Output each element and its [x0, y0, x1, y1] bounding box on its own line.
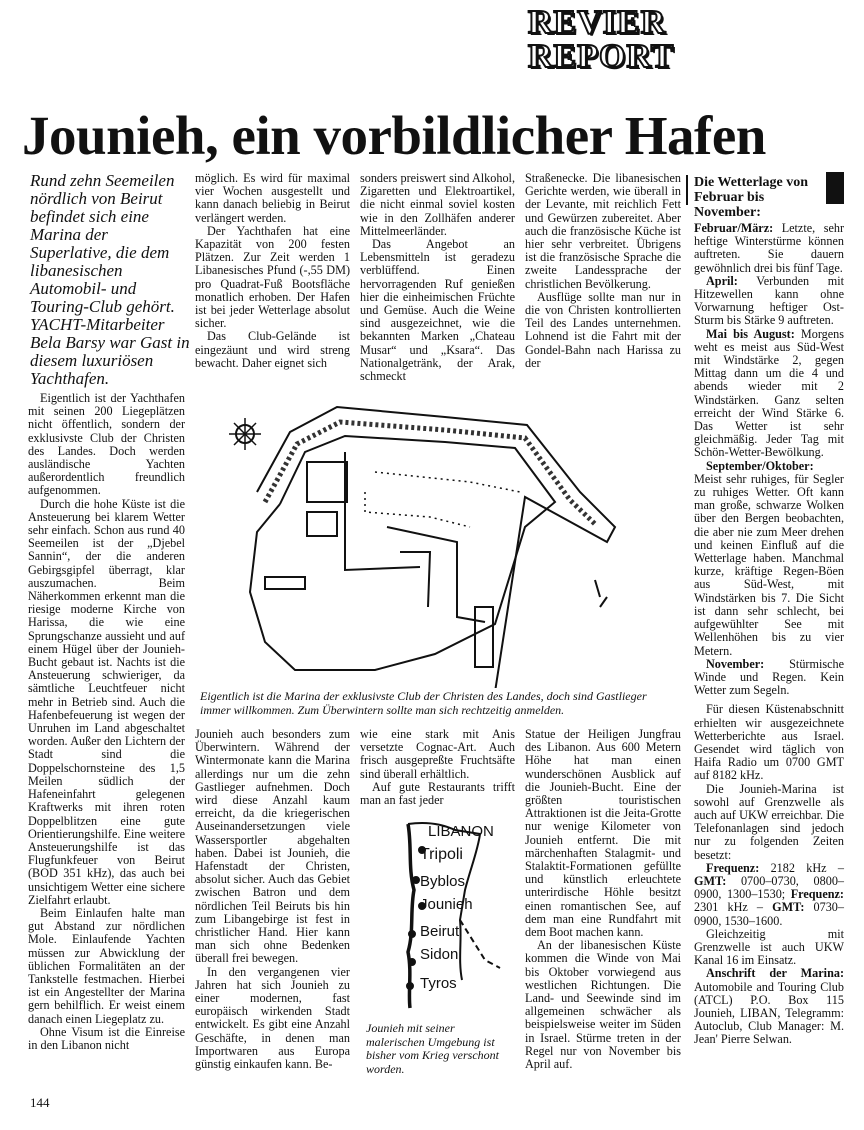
- weather-entry-text: Stürmische Winde und Regen. Kein Wetter zum Segeln.: [694, 656, 844, 698]
- paragraph: Das Club-Gelände ist eingezäunt und wird streng bewacht. Daher eignet sich: [195, 329, 350, 370]
- article-column-4-bottom: [525, 728, 681, 1071]
- weather-entry-label: September/Oktober:: [706, 458, 814, 473]
- intro-text: Rund zehn Seemeilen nördlich von Beirut befindet sich eine Marina der Superlative, die dem libanesischen Automobil- und Touring-Club gehört. YACHT-Mitarbeiter Bela Barsy war Gast in diesem luxuriösen Yachthafen.: [30, 171, 190, 388]
- paragraph: Ohne Visum ist die Einreise in den Libanon nicht: [28, 1024, 185, 1052]
- paragraph: Gleichzeitig mit Grenzwelle ist auch UKW Kanal 16 im Einsatz.: [694, 926, 844, 968]
- map-caption: Jounieh mit seiner malerischen Umgebung ist bisher vom Krieg verschont worden.: [366, 1021, 499, 1076]
- paragraph: Jounieh auch besonders zum Überwintern. Während der Wintermonate kann die Marina allerdings nur um die zehn Gastlieger aufnehmen. Doch wird diese Anzahl kaum erreicht, da die kriegerischen Auseinandersetzungen viele Wassersportler abgehalten haben. Dabei ist Jounieh, die Hafenstadt der Christen, absolut sicher. Auch das Gebiet zwischen Batron und dem nördlichen Teil Beiruts bis hin zum Libangebirge ist fest in christlicher Hand. Hier kann man sich ohne Bedenken überall frei bewegen.: [195, 727, 350, 966]
- weather-box-marker: [826, 172, 844, 204]
- weather-entry-label: April:: [706, 273, 738, 288]
- article-column-1: [28, 392, 185, 1052]
- weather-entry-label: Mai bis August:: [706, 326, 795, 341]
- paragraph: Das Angebot an Lebensmitteln ist geradezu verblüffend. Einen hervorragenden Ruf genießen hier die einheimischen Früchte und Gemüse. Auch die Weine sind ausgezeichnet, wie die bekannten Marken „Chateau Musar“ und „Ksara“. Das Nationalgetränk, der Arak, schmeckt: [360, 237, 515, 384]
- map-labels: [420, 818, 520, 997]
- weather-column: [694, 222, 844, 1047]
- map-label-sidon: Sidon: [420, 946, 459, 963]
- weather-entry: [694, 460, 844, 658]
- weather-box-title: Die Wetterlage von Februar bis November:: [694, 175, 809, 220]
- weather-entry-text: Verbunden mit Hitzewellen kann ohne Vorwarnung heftiger Ost-Sturm bis Stärke 9 auftreten.: [694, 273, 844, 328]
- frequency-label: Frequenz:: [790, 887, 844, 902]
- address-label: Anschrift der Marina:: [706, 966, 844, 981]
- weather-entry-label: Februar/März:: [694, 221, 774, 235]
- weather-entry-text: Meist sehr ruhiges, für Segler zu ruhiges Wetter. Oft kann man große, schwarze Wolken über den Bergen beobachten, die aber nie zum Meer drehen und keinen Einfluß auf die Wetterlage haben. Manchmal kurze, kräftige Regen-Böen aus Süd-West, mit Windstärken bis 7. Die Sicht ist dann sehr schlecht, bei aufgewühlter See mit Wellenhöhen bis zu vier Metern.: [694, 471, 844, 658]
- frequency-value: 2301 kHz –: [694, 900, 773, 915]
- paragraph: Straßenecke. Die libanesischen Gerichte werden, wie überall in der Levante, mit reichlich Fett und Gewürzen zubereitet. Aber auch die französische Küche ist hier sehr verbreitet. Übrigens ist die französische Sprache die zweite Landessprache der christlichen Bevölkerung.: [525, 171, 681, 291]
- map-label-beirut: Beirut: [420, 923, 460, 940]
- weather-entry: [694, 222, 844, 275]
- paragraph: Beim Einlaufen halte man gut Abstand zur nördlichen Mole. Einlaufende Yachten müssen zur Abwicklung der üblichen Formalitäten an der Tankstelle festmachen. Hierbei ist ein Angestellter der Marina gern behilflich. Er weist einem danach einen Liegeplatz zu.: [28, 905, 185, 1026]
- map-label-libanon: LIBANON: [428, 823, 494, 840]
- map-label-byblos: Byblos: [420, 873, 466, 890]
- gmt-value: 0700–0730, 0800–0900, 1300–1530;: [694, 873, 844, 902]
- frequency-value: 2182 kHz –: [759, 860, 844, 875]
- article-column-2-bottom: [195, 728, 350, 1071]
- paragraph: Statue der Heiligen Jungfrau des Libanon. Aus 600 Metern Höhe hat man einen wunderschönen Ausblick auf die Jounieh-Bucht. Eine der größten touristischen Attraktionen ist die Jeita-Grotte nur wenige Kilometer von Jounieh entfernt. Die mit märchenhaften Stalagmit- und Stalaktit-Formationen gefüllte und künstlich erleuchtete unterirdische Höhle besitzt einen romantischen See, auf dem man eine Rundfahrt mit dem Boot machen kann.: [525, 727, 681, 940]
- article-column-3-bottom: [360, 728, 515, 807]
- map-label-jounieh: Jounieh: [420, 896, 473, 913]
- article-column-4-top: [525, 172, 681, 370]
- paragraph: möglich. Es wird für maximal vier Wochen ausgestellt und kann danach beliebig in Beirut verlängert werden.: [195, 171, 350, 225]
- page-number: 144: [30, 1095, 50, 1110]
- paragraph: Auf gute Restaurants trifft man an fast jeder: [360, 779, 515, 808]
- weather-box-rule: [686, 175, 688, 205]
- weather-entry: [694, 275, 844, 328]
- section-logo-line2: REPORT: [528, 38, 675, 75]
- weather-entry: [694, 328, 844, 460]
- paragraph: Durch die hohe Küste ist die Ansteuerung bei klarem Wetter sehr einfach. Schon aus rund 40 Seemeilen ist der „Djebel Sannin“, der die anderen Gebirgsgipfel überragt, klar auszumachen. Beim Näherkommen erkennt man die riesige moderne Kirche von Harissa, die wie eine Sprungschanze aussieht und auf einem Hügel über der Jounieh-Bucht gebaut ist. Nachts ist die Ansteuerung schwieriger, da sämtliche Leuchtfeuer nicht mehr in Betrieb sind. Auch die Hafenbefeuerung ist wegen der Unruhen im Land abgeschaltet worden. Außer den Lichtern der Stadt sind die Doppelschornsteine des 1,5 Meilen südlich der Hafeneinfahrt gelegenen Kraftwerks mit ihren roten Doppelblitzen eine gute Orientierungshilfe. Eine weitere Ansteuerungshilfe ist das Flugfunkfeuer von Beirut (BOD 351 kHz), das auch bei unsichtigem Wetter eine sichere Zielfahrt erlaubt.: [28, 496, 185, 907]
- weather-entry-text: Letzte, sehr heftige Winterstürme können auftreten. Sie dauern gewöhnlich drei bis fünf Tage.: [694, 221, 844, 275]
- paragraph: sonders preiswert sind Alkohol, Zigaretten und Elektroartikel, die nicht einmal soviel kosten wie in den Zollhäfen anderer Mittelmeerländer.: [360, 171, 515, 238]
- weather-entry-label: November:: [706, 656, 765, 671]
- paragraph: Ausflüge sollte man nur in die von Christen kontrollierten Teil des Landes unternehmen. Lohnend ist die Fahrt mit der Gondel-Bahn nach Harissa zu der: [525, 289, 681, 370]
- address-text: Automobile and Touring Club (ATCL) P.O. Box 115 Jounieh, LIBAN, Telegramm: Autoclub, Club Manager: M. Jean' Pierre Selwan.: [694, 979, 844, 1047]
- gmt-value: 0730–0900, 1530–1600.: [694, 900, 844, 928]
- map-label-tyros: Tyros: [420, 975, 457, 992]
- page-title: Jounieh, ein vorbildlicher Hafen: [22, 105, 766, 166]
- section-logo-line1: REVIER: [528, 4, 667, 41]
- address: [694, 967, 844, 1046]
- frequency-label: Frequenz:: [706, 860, 760, 875]
- paragraph: Die Jounieh-Marina ist sowohl auf Grenzwelle als auch auf UKW erreichbar. Die Telefonanlagen sind jedoch nur zu folgenden Zeiten besetzt:: [694, 781, 844, 862]
- paragraph: Für diesen Küstenabschnitt erhielten wir ausgezeichnete Wetterberichte aus Israel. Gesendet wird täglich von Haifa Radio um 0700 GMT auf 8182 kHz.: [694, 702, 844, 783]
- weather-entry-text: Morgens weht es meist aus Süd-West mit Windstärke 2, gegen Mittag dann um die 4 und abends wieder mit 2 Windstärken. Ganz selten erreicht der Wind Stärke 6. Das Wetter ist sehr gleichmäßig. Jeder Tag mit Schön-Wetter-Bewölkung.: [694, 326, 845, 460]
- article-column-2-top: [195, 172, 350, 370]
- paragraph: In den vergangenen vier Jahren hat sich Jounieh zu einer modernen, fast europäisch wirkenden Stadt entwickelt. Es gibt eine Anzahl Geschäfte, in denen man Importwaren aus Europa günstig einkaufen kann. Be-: [195, 964, 350, 1072]
- map-label-tripoli: Tripoli: [420, 846, 463, 863]
- gmt-label: GMT:: [772, 900, 805, 915]
- harbor-caption: Eigentlich ist die Marina der exklusivste Club der Christen des Landes, doch sind Gastlieger immer willkommen. Zum Überwintern sollte man sich rechtzeitig anmelden.: [200, 689, 647, 717]
- harbor-plan-drawing: [195, 392, 683, 688]
- paragraph: Eigentlich ist der Yachthafen mit seinen 200 Liegeplätzen nicht öffentlich, sondern der exklusivste Club der Christen des Landes. Doch werden ausländische Yachten außerordentlich freundlich aufgenommen.: [28, 391, 185, 498]
- article-column-3-top: [360, 172, 515, 383]
- paragraph: wie eine stark mit Anis versetzte Cognac-Art. Auch frisch ausgepreßte Fruchtsäfte sind überall erhältlich.: [360, 727, 515, 781]
- paragraph: An der libanesischen Küste kommen die Winde von Mai bis Oktober vorwiegend aus westlichen Richtungen. Die Land- und Seewinde sind im allgemeinen schwächer als beispielsweise weiter im Süden in Israel. Stürme treten in der Regel nur von November bis April auf.: [525, 938, 681, 1072]
- gmt-label: GMT:: [694, 873, 727, 888]
- section-logo: [528, 6, 678, 78]
- weather-entry: [694, 658, 844, 698]
- paragraph: Der Yachthafen hat eine Kapazität von 200 festen Plätzen. Zur Zeit werden 1 Libanesisches Pfund (-,55 DM) pro Quadrat-Fuß Bootsfläche monatlich erhoben. Der Hafen ist bei jeder Wetterlage absolut sicher.: [195, 223, 350, 331]
- radio-schedule: [694, 862, 844, 928]
